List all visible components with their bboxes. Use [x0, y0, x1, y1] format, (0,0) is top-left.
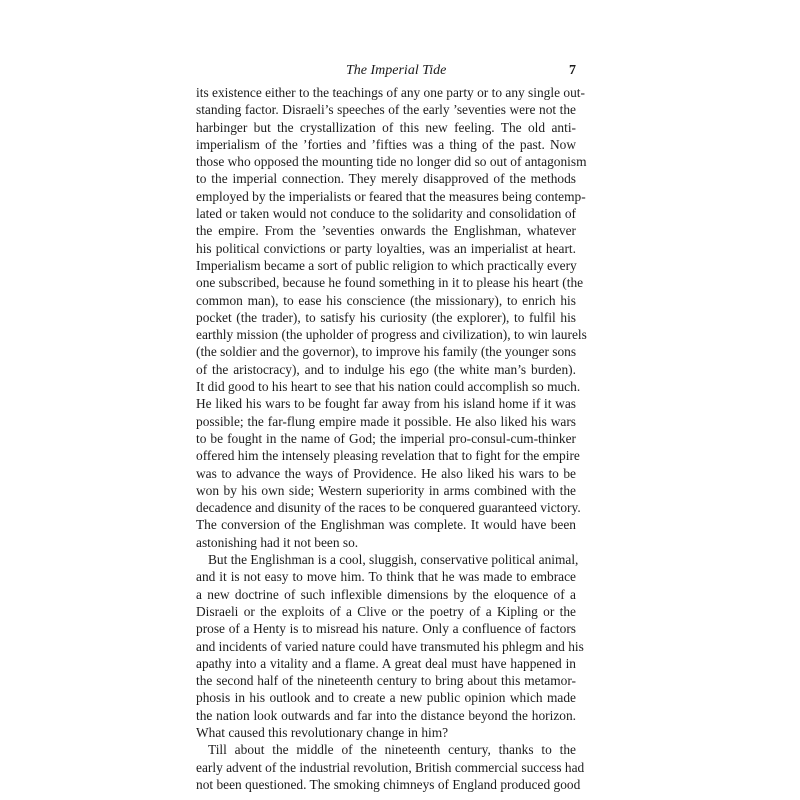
paragraph-start-line: But the Englishman is a cool, sluggish, conservative political animal,: [208, 552, 579, 568]
text-line: and incidents of varied nature could have transmuted his phlegm and his: [196, 638, 584, 654]
text-line: won by his own side; Western superiority in arms combined with the: [196, 482, 576, 498]
text-line: phosis in his outlook and to create a new public opinion which made: [196, 690, 576, 706]
page-header: [196, 63, 576, 83]
text-line: and it is not easy to move him. To think that he was made to embrace: [196, 569, 576, 585]
text-line: to the imperial connection. They merely disapproved of the methods: [196, 171, 576, 187]
text-line: common man), to ease his conscience (the missionary), to enrich his: [196, 292, 576, 308]
text-line: its existence either to the teachings of any one party or to any single out-: [196, 85, 585, 100]
text-line: apathy into a vitality and a flame. A great deal must have happened in: [196, 655, 576, 671]
text-line: He liked his wars to be fought far away from his island home if it was: [196, 396, 576, 412]
text-line: pocket (the trader), to satisfy his curiosity (the explorer), to fulfil his: [196, 309, 576, 325]
text-line: The conversion of the Englishman was complete. It would have been: [196, 517, 576, 533]
page-number: 7: [569, 63, 576, 78]
text-line: lated or taken would not conduce to the solidarity and consolidation of: [196, 206, 576, 222]
text-line: the nation look outwards and far into the distance beyond the horizon.: [196, 707, 576, 723]
paragraph-end-line: What caused this revolutionary change in him?: [196, 724, 449, 740]
text-line: employed by the imperialists or feared that the measures being contemp-: [196, 188, 586, 204]
text-line: the empire. From the ’seventies onwards the Englishman, whatever: [196, 223, 576, 239]
body-text: [196, 84, 587, 793]
text-line: earthly mission (the upholder of progress and civilization), to win laurels: [196, 327, 587, 343]
paragraph-start-line: Till about the middle of the nineteenth century, thanks to the: [208, 742, 576, 758]
text-line: those who opposed the mounting tide no longer did so out of antagonism: [196, 154, 587, 170]
text-line: of the aristocracy), and to indulge his ego (the white man’s burden).: [196, 361, 576, 377]
text-line: (the soldier and the governor), to improve his family (the younger sons: [196, 344, 577, 360]
text-line: was to advance the ways of Providence. He also liked his wars to be: [196, 465, 576, 481]
text-line: standing factor. Disraeli’s speeches of the early ’seventies were not the: [196, 102, 576, 118]
text-line: It did good to his heart to see that his nation could accomplish so much.: [196, 379, 581, 395]
text-line: decadence and disunity of the races to be conquered guaranteed victory.: [196, 500, 581, 516]
text-line: a new doctrine of such inflexible dimensions by the eloquence of a: [196, 586, 576, 602]
text-line: harbinger but the crystallization of this new feeling. The old anti-: [196, 119, 576, 135]
text-line: not been questioned. The smoking chimneys of England produced good: [196, 776, 581, 792]
text-line: possible; the far-flung empire made it possible. He also liked his wars: [196, 413, 576, 429]
text-line: Disraeli or the exploits of a Clive or the poetry of a Kipling or the: [196, 603, 576, 619]
text-line: the second half of the nineteenth century to bring about this metamor-: [196, 673, 576, 689]
text-line: offered him the intensely pleasing revelation that to fight for the empire: [196, 448, 580, 464]
running-title: The Imperial Tide: [346, 63, 447, 78]
text-line: early advent of the industrial revolution, British commercial success had: [196, 759, 585, 775]
text-line: prose of a Henty is to misread his nature. Only a confluence of factors: [196, 621, 576, 637]
text-line: one subscribed, because he found something in it to please his heart (the: [196, 275, 584, 291]
text-line: imperialism of the ’forties and ’fifties was a thing of the past. Now: [196, 136, 576, 152]
text-line: his political convictions or party loyalties, was an imperialist at heart.: [196, 240, 576, 256]
paragraph-end-line: astonishing had it not been so.: [196, 534, 359, 550]
text-line: Imperialism became a sort of public religion to which practically every: [196, 257, 577, 273]
text-line: to be fought in the name of God; the imperial pro-consul-cum-thinker: [196, 430, 576, 446]
